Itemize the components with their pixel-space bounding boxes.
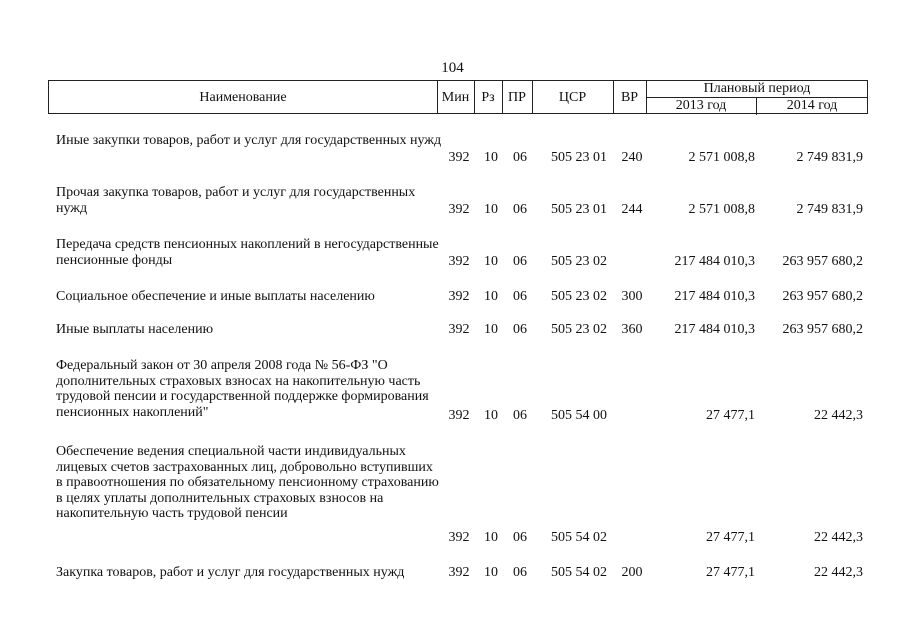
row-pr: 06 bbox=[513, 289, 527, 304]
row-csr: 505 23 02 bbox=[551, 322, 607, 337]
row-name: Социальное обеспечение и иные выплаты населению bbox=[56, 289, 375, 304]
row-rz: 10 bbox=[484, 254, 498, 269]
page-number: 104 bbox=[441, 60, 464, 76]
row-pr: 06 bbox=[513, 565, 527, 580]
row-csr: 505 54 00 bbox=[551, 408, 607, 423]
header-year-2014: 2014 год bbox=[786, 98, 838, 113]
row-2014: 263 957 680,2 bbox=[782, 322, 863, 337]
row-2014: 22 442,3 bbox=[814, 565, 863, 580]
row-rz: 10 bbox=[484, 565, 498, 580]
row-min: 392 bbox=[448, 565, 470, 580]
header-min: Мин bbox=[441, 90, 470, 105]
row-2013: 217 484 010,3 bbox=[674, 254, 755, 269]
row-2013: 217 484 010,3 bbox=[674, 289, 755, 304]
row-2014: 22 442,3 bbox=[814, 408, 863, 423]
row-name: Передача средств пенсионных накоплений в негосударственные пенсионные фонды bbox=[56, 237, 439, 268]
table-header bbox=[48, 80, 868, 114]
header-planned-period: Плановый период bbox=[703, 81, 811, 96]
row-name: Прочая закупка товаров, работ и услуг для государственных нужд bbox=[56, 185, 416, 216]
header-csr: ЦСР bbox=[558, 90, 587, 105]
row-csr: 505 54 02 bbox=[551, 565, 607, 580]
row-min: 392 bbox=[448, 408, 470, 423]
row-name: Закупка товаров, работ и услуг для государственных нужд bbox=[56, 565, 405, 580]
row-vr: 300 bbox=[621, 289, 643, 304]
header-name: Наименование bbox=[199, 90, 287, 105]
row-2013: 27 477,1 bbox=[706, 408, 755, 423]
row-name: Обеспечение ведения специальной части индивидуальных лицевых счетов застрахованных лиц, добровольно вступивших в правоотношения по обязательному пенсионному страхованию в целях уплаты дополнительных страховых взносов на накопительную часть трудовой пенсии bbox=[56, 444, 439, 521]
row-rz: 10 bbox=[484, 530, 498, 545]
header-pr: ПР bbox=[508, 90, 526, 105]
row-2013: 217 484 010,3 bbox=[674, 322, 755, 337]
row-2013: 27 477,1 bbox=[706, 565, 755, 580]
row-2014: 263 957 680,2 bbox=[782, 289, 863, 304]
row-rz: 10 bbox=[484, 322, 498, 337]
row-pr: 06 bbox=[513, 254, 527, 269]
row-csr: 505 23 02 bbox=[551, 254, 607, 269]
row-csr: 505 54 02 bbox=[551, 530, 607, 545]
row-min: 392 bbox=[448, 289, 470, 304]
row-csr: 505 23 01 bbox=[551, 150, 607, 165]
row-min: 392 bbox=[448, 150, 470, 165]
row-2013: 27 477,1 bbox=[706, 530, 755, 545]
row-vr: 360 bbox=[621, 322, 643, 337]
row-vr: 200 bbox=[621, 565, 643, 580]
row-vr: 244 bbox=[621, 202, 643, 217]
row-name: Иные выплаты населению bbox=[56, 322, 214, 337]
row-pr: 06 bbox=[513, 150, 527, 165]
row-2014: 263 957 680,2 bbox=[782, 254, 863, 269]
row-2014: 2 749 831,9 bbox=[796, 202, 863, 217]
row-pr: 06 bbox=[513, 322, 527, 337]
row-pr: 06 bbox=[513, 202, 527, 217]
header-rz: Рз bbox=[481, 90, 495, 105]
row-min: 392 bbox=[448, 322, 470, 337]
row-rz: 10 bbox=[484, 289, 498, 304]
row-min: 392 bbox=[448, 530, 470, 545]
row-csr: 505 23 02 bbox=[551, 289, 607, 304]
row-name: Федеральный закон от 30 апреля 2008 года № 56-ФЗ "О дополнительных страховых взносах на накопительную часть трудовой пенсии и государственной поддержке формирования пенсионных накоплений" bbox=[56, 358, 429, 420]
header-vr: ВР bbox=[620, 90, 639, 105]
row-min: 392 bbox=[448, 254, 470, 269]
row-rz: 10 bbox=[484, 202, 498, 217]
row-rz: 10 bbox=[484, 150, 498, 165]
row-name: Иные закупки товаров, работ и услуг для государственных нужд bbox=[56, 133, 442, 148]
row-vr: 240 bbox=[621, 150, 643, 165]
row-2014: 2 749 831,9 bbox=[796, 150, 863, 165]
row-csr: 505 23 01 bbox=[551, 202, 607, 217]
row-2013: 2 571 008,8 bbox=[688, 202, 755, 217]
row-2013: 2 571 008,8 bbox=[688, 150, 755, 165]
row-pr: 06 bbox=[513, 408, 527, 423]
header-year-2013: 2013 год bbox=[675, 98, 727, 113]
row-pr: 06 bbox=[513, 530, 527, 545]
row-min: 392 bbox=[448, 202, 470, 217]
row-2014: 22 442,3 bbox=[814, 530, 863, 545]
row-rz: 10 bbox=[484, 408, 498, 423]
